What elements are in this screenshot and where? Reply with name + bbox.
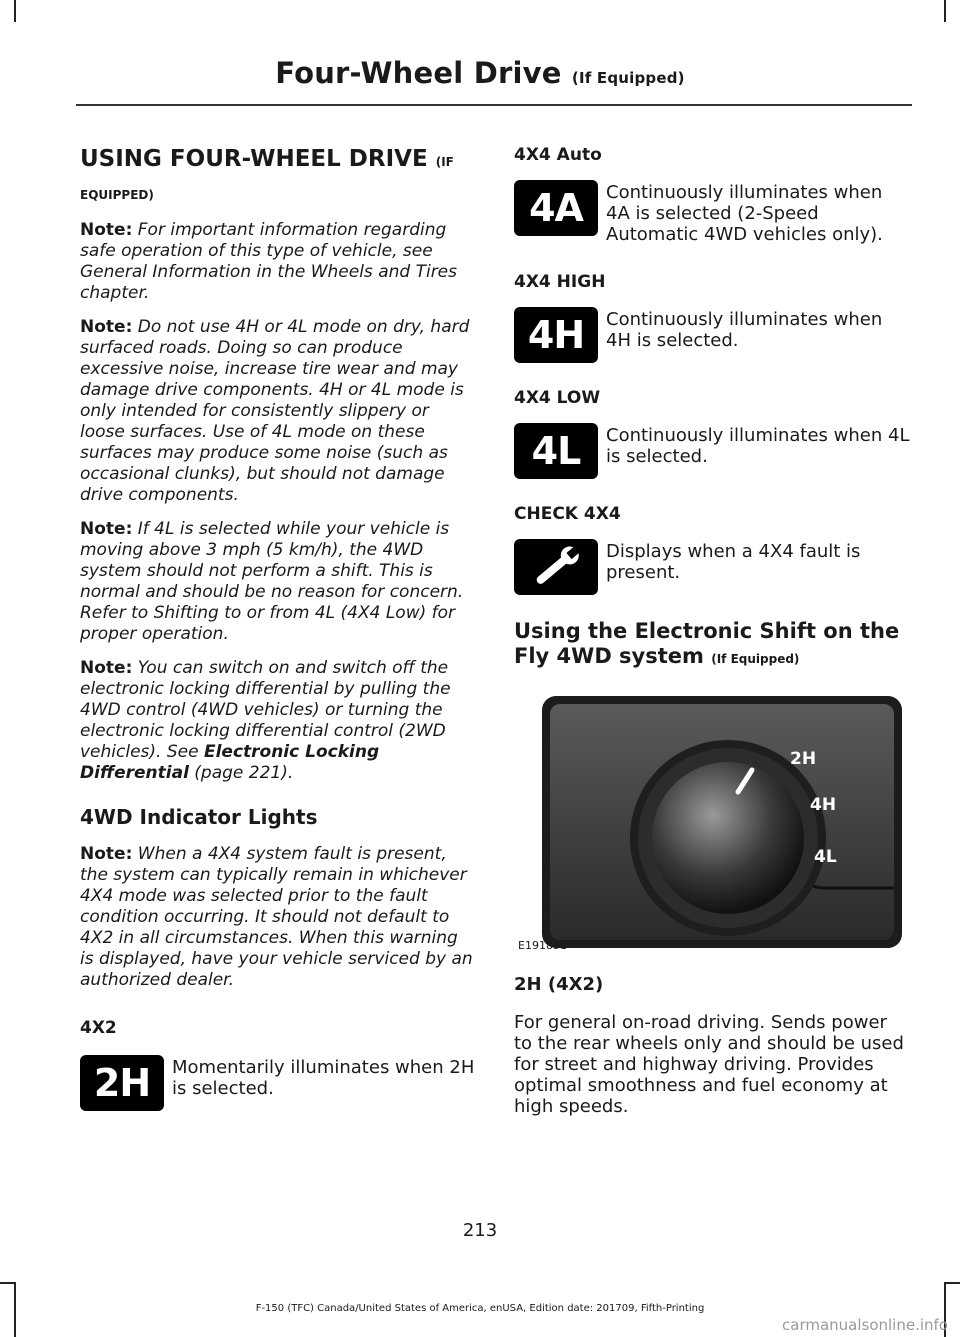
left-column xyxy=(80,144,476,1135)
indicator-4l-desc: Continuously illuminates when 4L is selected. xyxy=(606,425,910,467)
page-number: 213 xyxy=(462,1220,498,1241)
chapter-title xyxy=(0,56,960,90)
2h-indicator-icon: 2H xyxy=(80,1055,164,1111)
chapter-title-suffix: (If Equipped) xyxy=(571,69,685,87)
crop-mark-top-right-v xyxy=(944,0,946,22)
note-important-info: Note: For important information regarding safe operation of this type of vehicle, see General Information in the Wheels and Tires chapter. xyxy=(80,220,457,303)
dial-label-4h: 4H xyxy=(810,795,837,815)
indicator-4a-desc: Continuously illuminates when 4A is selected (2-Speed Automatic 4WD vehicles only). xyxy=(606,182,883,245)
header-rule xyxy=(76,104,912,106)
electronic-shift-heading: Using the Electronic Shift on the Fly 4WD system (If Equipped) xyxy=(514,619,900,668)
crop-mark-bottom-right-h xyxy=(944,1282,960,1284)
label-check-4x4: CHECK 4X4 xyxy=(514,504,621,524)
crop-mark-bottom-left-h xyxy=(0,1282,16,1284)
note-fault: Note: When a 4X4 system fault is present, the system can typically remain in whichever 4X4 mode was selected prior to the fault condition occurring. It should not default to 4X2 in all circumstances. When this warning is displayed, have your vehicle serviced by an authorized dealer. xyxy=(80,844,473,990)
indicator-lights-heading: 4WD Indicator Lights xyxy=(80,805,318,829)
edition-line: F-150 (TFC) Canada/United States of America, enUSA, Edition date: 201709, Fifth-Printing xyxy=(255,1303,705,1314)
indicator-4h-desc: Continuously illuminates when 4H is selected. xyxy=(606,309,883,351)
wrench-icon xyxy=(514,539,598,595)
label-4x2: 4X2 xyxy=(80,1018,117,1038)
indicator-4a xyxy=(514,180,910,245)
mode-2h-desc: For general on-road driving. Sends power to the rear wheels only and should be used for street and highway driving. Provides optimal smoothness and fuel economy at high speeds. xyxy=(514,1012,904,1117)
indicator-4h xyxy=(514,307,910,363)
indicator-check-desc: Displays when a 4X4 fault is present. xyxy=(606,541,861,583)
indicator-4l xyxy=(514,423,910,479)
dial-label-2h: 2H xyxy=(790,749,817,769)
chapter-title-main: Four-Wheel Drive xyxy=(275,56,562,90)
4l-indicator-icon: 4L xyxy=(514,423,598,479)
electronic-locking-differential-link[interactable]: Electronic Locking Differential xyxy=(80,742,380,783)
mode-2h-heading: 2H (4X2) xyxy=(514,974,604,995)
label-4x4-low: 4X4 LOW xyxy=(514,388,601,408)
indicator-check xyxy=(514,539,910,595)
note-4l-speed: Note: If 4L is selected while your vehicle is moving above 3 mph (5 km/h), the 4WD system should not perform a shift. This is normal and should be no reason for concern. Refer to Shifting to or from 4L (4X4 Low) for proper operation. xyxy=(80,519,464,644)
4wd-dial-illustration xyxy=(514,692,904,954)
crop-mark-top-left-v xyxy=(14,0,16,22)
label-4x4-auto: 4X4 Auto xyxy=(514,145,602,165)
4a-indicator-icon: 4A xyxy=(514,180,598,236)
label-4x4-high: 4X4 HIGH xyxy=(514,272,606,292)
section-heading-using-4wd: USING FOUR-WHEEL DRIVE (IF EQUIPPED) xyxy=(80,146,454,202)
figure-id: E191851 xyxy=(518,939,567,952)
note-locking-differential: Note: You can switch on and switch off the electronic locking differential by pulling the 4WD control (4WD vehicles) or turning the electronic locking differential control (2WD vehicles). See Electronic Locking Differential (page 221). xyxy=(80,658,451,783)
4h-indicator-icon: 4H xyxy=(514,307,598,363)
indicator-2h-desc: Momentarily illuminates when 2H is selected. xyxy=(172,1057,475,1099)
indicator-2h xyxy=(80,1055,476,1111)
right-column xyxy=(514,144,910,1130)
dial-label-4l: 4L xyxy=(814,847,837,867)
4wd-control-dial-figure xyxy=(514,692,904,954)
watermark: carmanualsonline.info xyxy=(782,1316,948,1334)
note-dry-roads: Note: Do not use 4H or 4L mode on dry, hard surfaced roads. Doing so can produce excessive noise, increase tire wear and may damage drive components. 4H or 4L mode is only intended for consistently slippery or loose surfaces. Use of 4L mode on these surfaces may produce some noise (such as occasional clunks), but should not damage drive components. xyxy=(80,317,470,505)
